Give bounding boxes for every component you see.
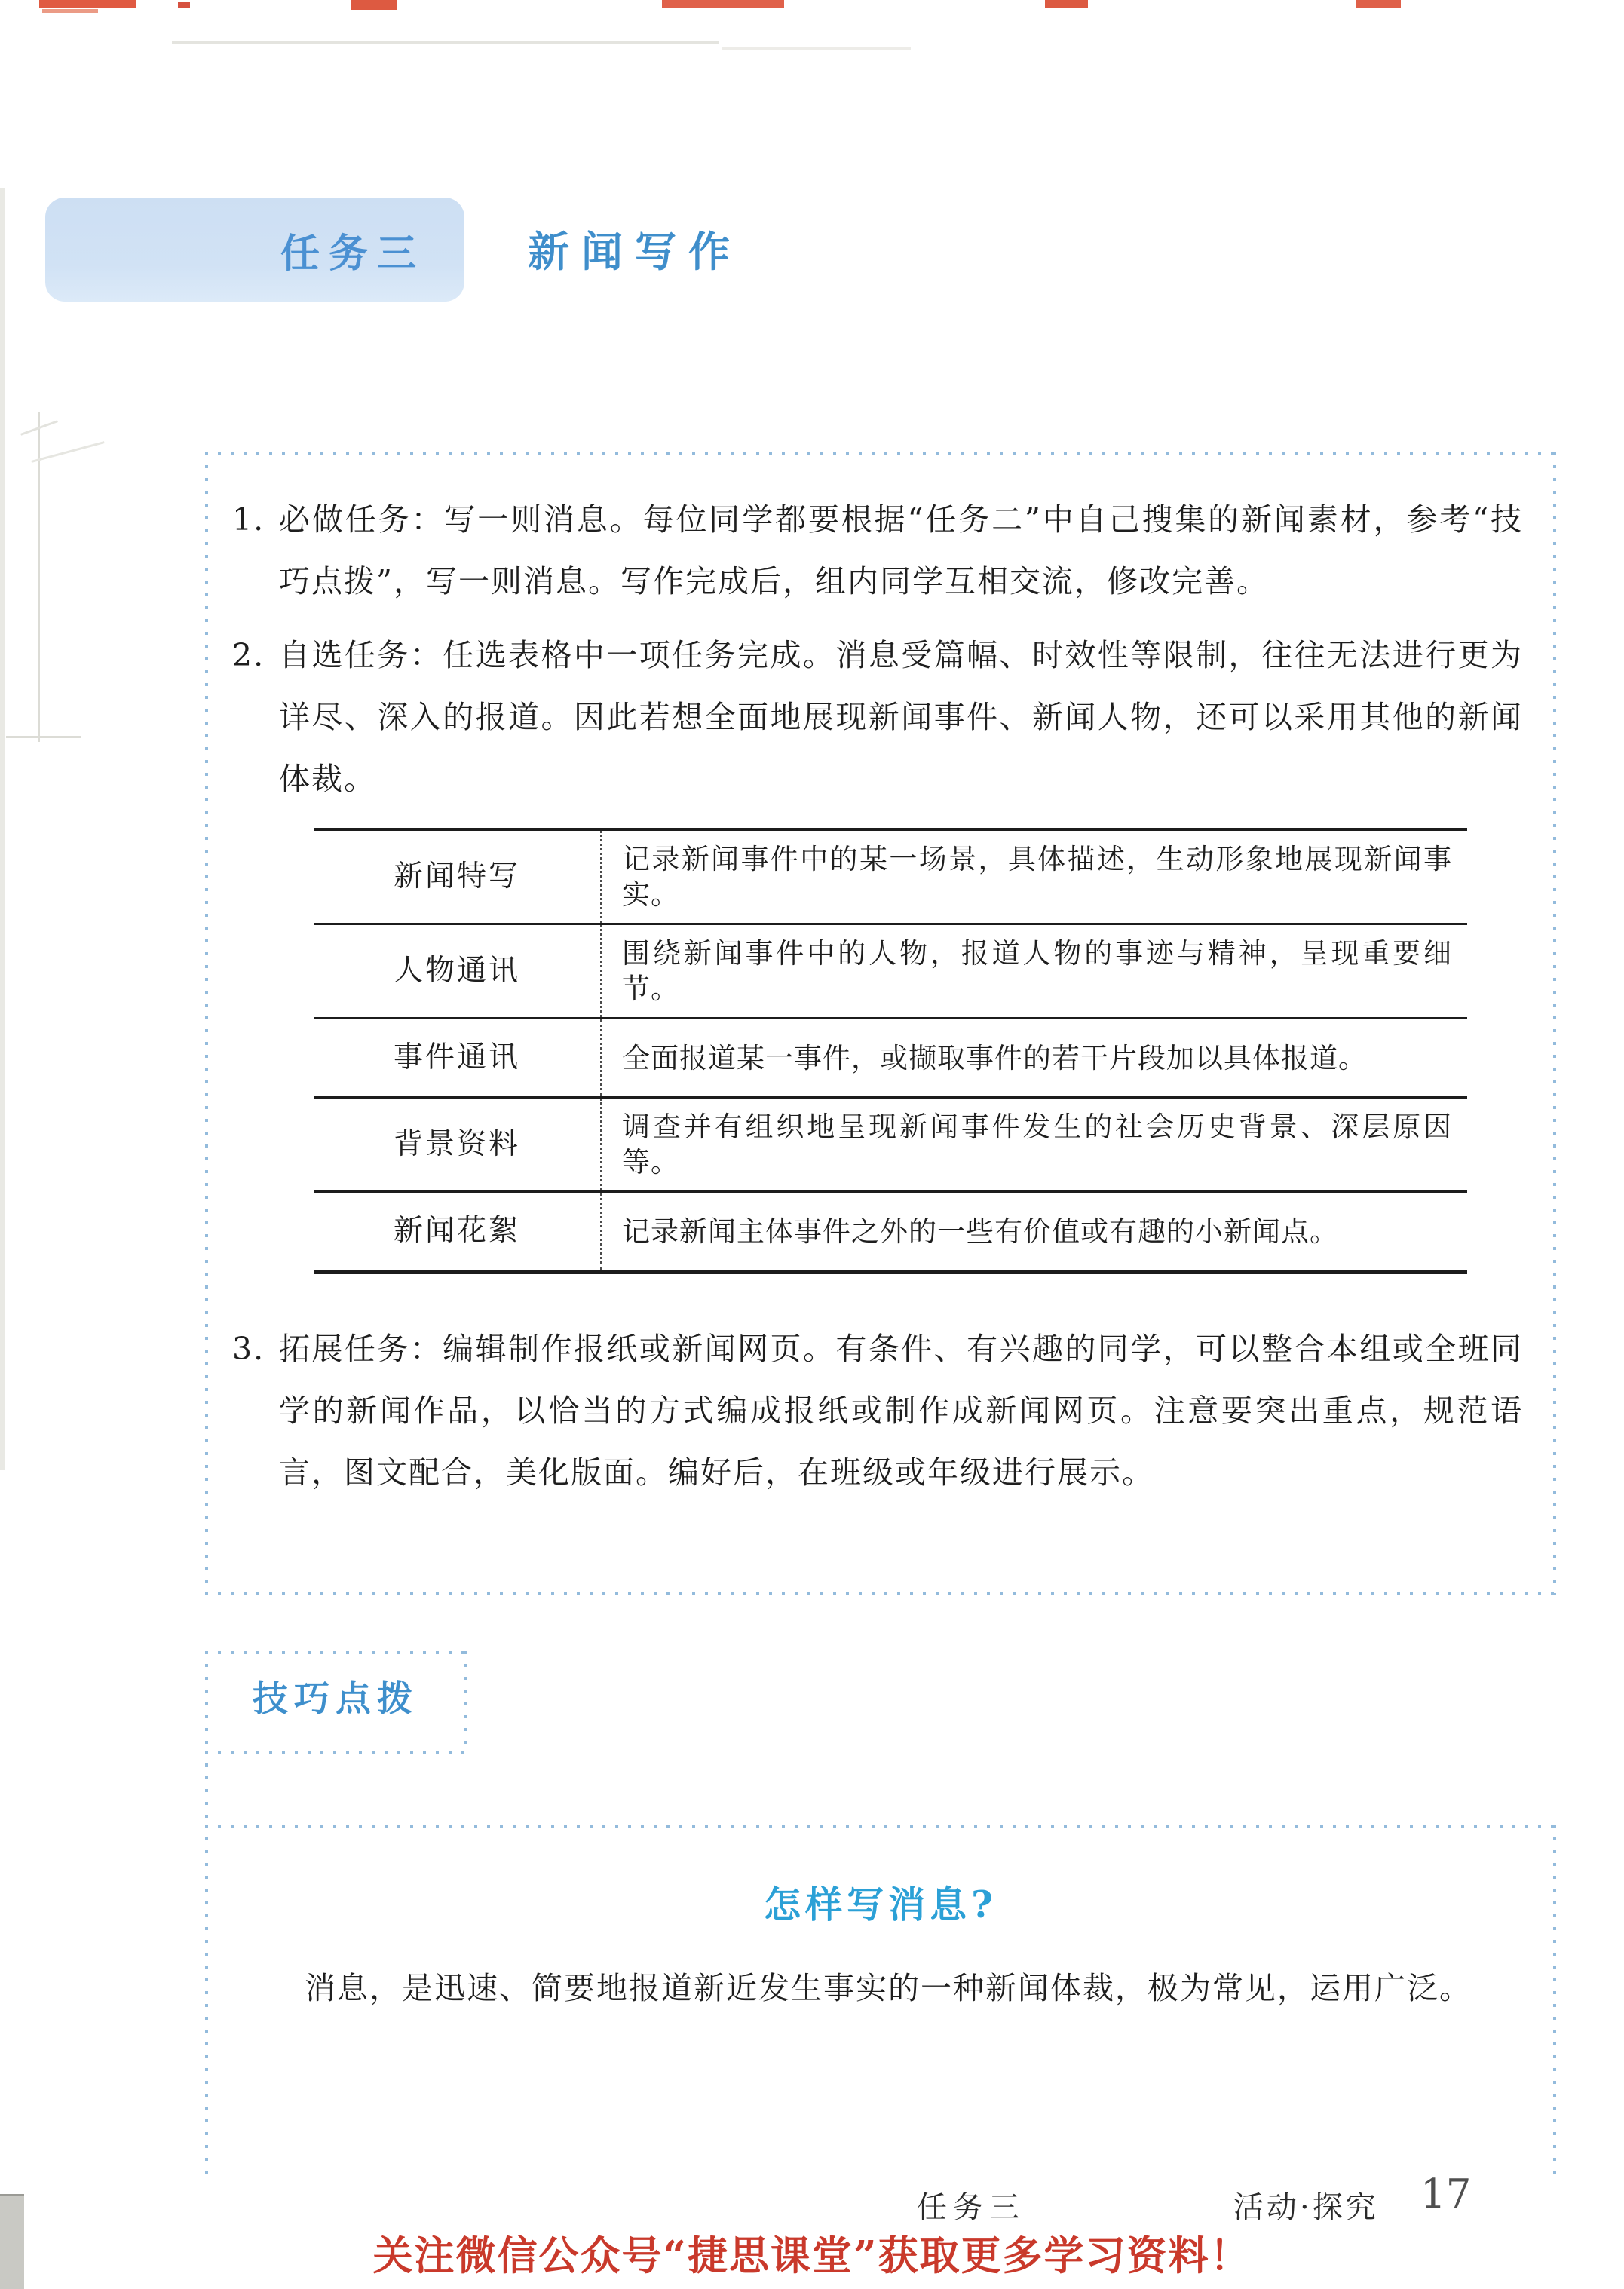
tasks-panel-border-right [1553,452,1556,1595]
scan-artifact-smudge [722,47,911,50]
table-row [314,1019,1467,1098]
table-row [314,829,1467,924]
watermark-text: 关注微信公众号“捷思课堂”获取更多学习资料！ [372,2232,1252,2279]
scan-artifact-pencil-line [6,736,81,738]
genre-label-cell: 事件通讯 [314,1019,602,1098]
scan-artifact-top-dash [1356,0,1401,8]
tips-label-border-right [464,1651,467,1754]
table-row [314,1192,1467,1273]
task-item-3 [232,1318,1523,1503]
genre-desc-cell: 围绕新闻事件中的人物，报道人物的事迹与精神，呈现重要细节。 [602,924,1468,1019]
tips-label-border-top [205,1651,466,1654]
scan-artifact-top-dash [662,0,784,8]
scan-artifact-top-dash [178,2,190,8]
task-number: 2. [232,637,265,673]
scan-artifact-left-strip [0,188,5,1470]
genre-desc-cell: 全面报道某一事件，或撷取事件的若干片段加以具体报道。 [602,1019,1468,1098]
task-item-2 [232,624,1523,810]
scan-artifact-top-dash [39,0,136,8]
tasks-list [232,489,1523,1515]
news-genre-table [314,828,1467,1274]
tips-panel-border-left-connector [205,1751,208,1825]
scan-artifact-pencil-line [38,412,40,742]
task-text: 自选任务：任选表格中一项任务完成。消息受篇幅、时效性等限制，往往无法进行更为详尽、深入的报道。因此若想全面地展现新闻事件、新闻人物，还可以采用其他的新闻体裁。 [279,637,1523,797]
footer-section-label: 任务三 [917,2190,1025,2225]
table-row [314,924,1467,1019]
tips-paragraph: 消息，是迅速、简要地报道新近发生事实的一种新闻体裁，极为常见，运用广泛。 [305,1970,1472,2006]
task-text: 拓展任务：编辑制作报纸或新闻网页。有条件、有兴趣的同学，可以整合本组或全班同学的新闻作品，以恰当的方式编成报纸或制作成新闻网页。注意要突出重点，规范语言，图文配合，美化版面。编好后，在班级或年级进行展示。 [279,1331,1523,1491]
task-number: 1. [232,501,265,538]
table-row [314,1098,1467,1192]
scan-artifact-top-dash [1045,0,1088,8]
genre-label-cell: 人物通讯 [314,924,602,1019]
scan-artifact-smudge [172,41,719,44]
task-text: 必做任务：写一则消息。每位同学都要根据“任务二”中自己搜集的新闻素材，参考“技巧点拨”，写一则消息。写作完成后，组内同学互相交流，修改完善。 [279,501,1523,599]
scan-artifact-pencil-line [31,441,104,463]
tasks-panel-border-left [205,452,208,1595]
genre-desc-cell: 记录新闻主体事件之外的一些有价值或有趣的小新闻点。 [602,1192,1468,1273]
genre-label-cell: 背景资料 [314,1098,602,1192]
tasks-panel-border-top [205,452,1556,455]
task-number: 3. [232,1331,265,1367]
scan-artifact-top-dash [351,0,397,10]
tasks-panel-border-bottom [205,1592,1556,1595]
footer-book-label: 活动·探究 [1233,2190,1379,2225]
tips-panel-border-top [205,1825,1556,1828]
task-item-1 [232,489,1523,612]
tips-label-border-left [205,1651,208,1754]
scan-artifact-bottom-left-box [0,2194,24,2289]
genre-desc-cell: 调查并有组织地呈现新闻事件发生的社会历史背景、深层原因等。 [602,1098,1468,1192]
genre-label-cell: 新闻特写 [393,860,520,893]
tips-section-label: 技巧点拨 [253,1678,418,1720]
genre-label-cell: 新闻花絮 [314,1192,602,1273]
genre-desc-cell: 记录新闻事件中的某一场景，具体描述，生动形象地展现新闻事实。 [602,829,1468,924]
task-badge-label: 任务三 [280,231,426,277]
scan-artifact-top-dash [42,9,98,13]
tips-heading: 怎样写消息? [764,1883,997,1926]
page-title: 新闻写作 [528,227,743,276]
news-genre-table-wrap [314,828,1467,1274]
tips-label-border-bottom [205,1751,466,1754]
footer-page-number: 17 [1420,2171,1472,2217]
